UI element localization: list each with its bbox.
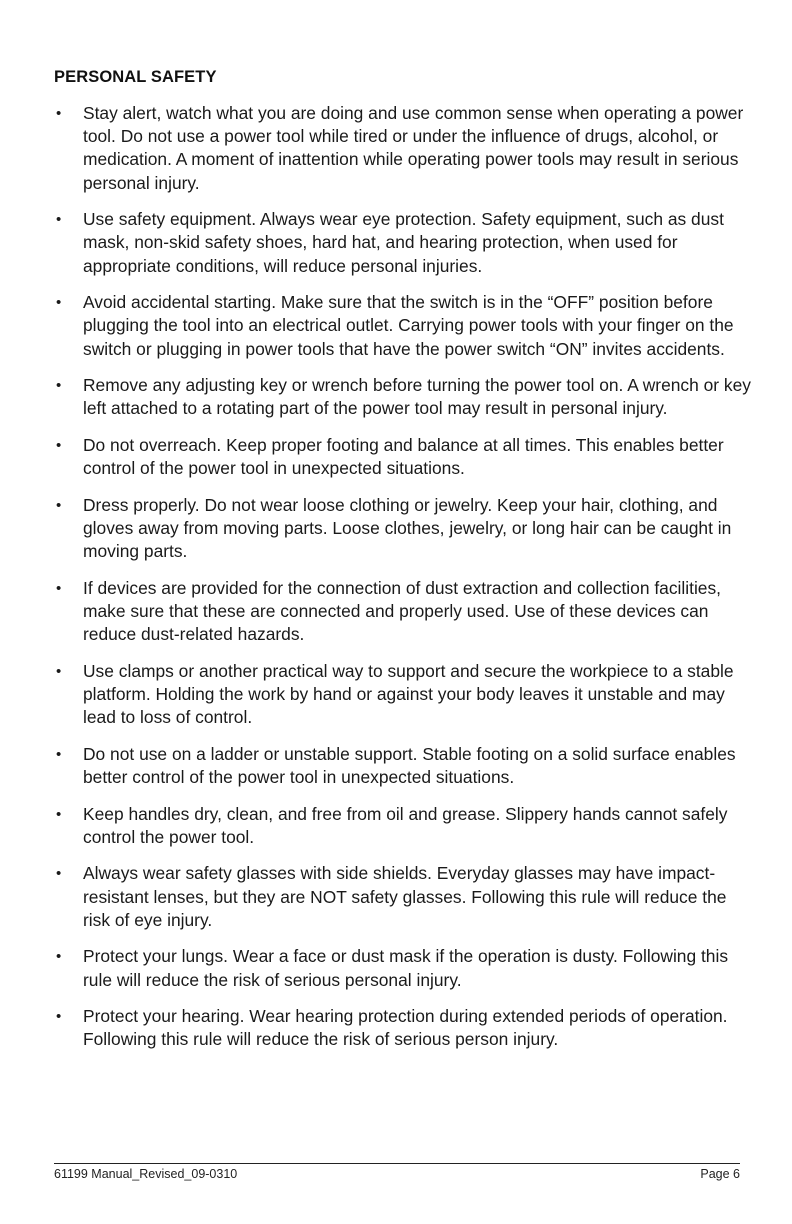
bullet-item	[54, 862, 754, 932]
bullet-icon: •	[56, 662, 62, 680]
bullet-text: Stay alert, watch what you are doing and use common sense when operating a power tool. Do not use a power tool while tired or under the influence of drugs, alcohol, or medication. A moment of inattention while operating power tools may result in serious personal injury.	[83, 103, 744, 193]
bullet-text: Remove any adjusting key or wrench before turning the power tool on. A wrench or key left attached to a rotating part of the power tool may result in personal injury.	[83, 375, 751, 419]
bullet-icon: •	[56, 294, 62, 312]
bullet-text: Do not overreach. Keep proper footing and balance at all times. This enables better control of the power tool in unexpected situations.	[83, 435, 724, 479]
bullet-icon: •	[56, 579, 62, 597]
bullet-text: Protect your hearing. Wear hearing protection during extended periods of operation. Following this rule will reduce the risk of serious person injury.	[83, 1006, 728, 1050]
bullet-text: Dress properly. Do not wear loose clothing or jewelry. Keep your hair, clothing, and gloves away from moving parts. Loose clothes, jewelry, or long hair can be caught in moving parts.	[83, 494, 732, 562]
bullet-item	[54, 577, 754, 647]
bullet-text: Avoid accidental starting. Make sure that the switch is in the “OFF” position before plugging the tool into an electrical outlet. Carrying power tools with your finger on the switch or plugging in power tools that have the power switch “ON” invites accidents.	[83, 292, 734, 359]
bullet-icon: •	[56, 437, 62, 454]
bullet-item	[54, 803, 754, 849]
bullet-icon: •	[56, 805, 62, 823]
bullet-text: Keep handles dry, clean, and free from oil and grease. Slippery hands cannot safely control the power tool.	[83, 803, 728, 847]
bullet-icon: •	[56, 948, 62, 966]
bullet-text: Protect your lungs. Wear a face or dust mask if the operation is dusty. Following this rule will reduce the risk of serious personal injury.	[83, 946, 729, 990]
bullet-item	[54, 945, 754, 991]
footer-divider	[54, 1163, 740, 1164]
bullet-item	[54, 374, 754, 420]
section-title: PERSONAL SAFETY	[54, 68, 217, 86]
safety-bullet-list	[54, 102, 754, 1065]
bullet-text: Use safety equipment. Always wear eye protection. Safety equipment, such as dust mask, non-skid safety shoes, hard hat, and hearing protection, when used for appropriate conditions, will reduce personal injuries.	[83, 209, 724, 276]
bullet-text: Always wear safety glasses with side shields. Everyday glasses may have impact-resistant lenses, but they are NOT safety glasses. Following this rule will reduce the risk of eye injury.	[83, 863, 727, 930]
bullet-icon: •	[56, 377, 62, 395]
bullet-icon: •	[56, 496, 62, 514]
bullet-item	[54, 494, 754, 564]
bullet-text: Do not use on a ladder or unstable support. Stable footing on a solid surface enables better control of the power tool in unexpected situations.	[83, 743, 736, 787]
bullet-item	[54, 208, 754, 278]
bullet-icon: •	[56, 105, 62, 122]
bullet-item	[54, 434, 754, 480]
bullet-icon: •	[56, 865, 62, 883]
bullet-text: Use clamps or another practical way to support and secure the workpiece to a stable platform. Holding the work by hand or against your body leaves it unstable and may lead to loss of control.	[83, 660, 734, 728]
bullet-icon: •	[56, 1008, 62, 1026]
footer-doc-id: 61199 Manual_Revised_09-0310	[54, 1167, 238, 1181]
bullet-icon: •	[56, 745, 62, 763]
bullet-item	[54, 743, 754, 789]
bullet-item	[54, 1005, 754, 1051]
bullet-icon: •	[56, 211, 62, 229]
bullet-item	[54, 660, 754, 730]
footer-page-number: Page 6	[700, 1167, 740, 1181]
bullet-item	[54, 102, 754, 195]
bullet-text: If devices are provided for the connection of dust extraction and collection facilities, make sure that these are connected and properly used. Use of these devices can reduce dust-related hazards.	[83, 577, 722, 645]
bullet-item	[54, 291, 754, 361]
